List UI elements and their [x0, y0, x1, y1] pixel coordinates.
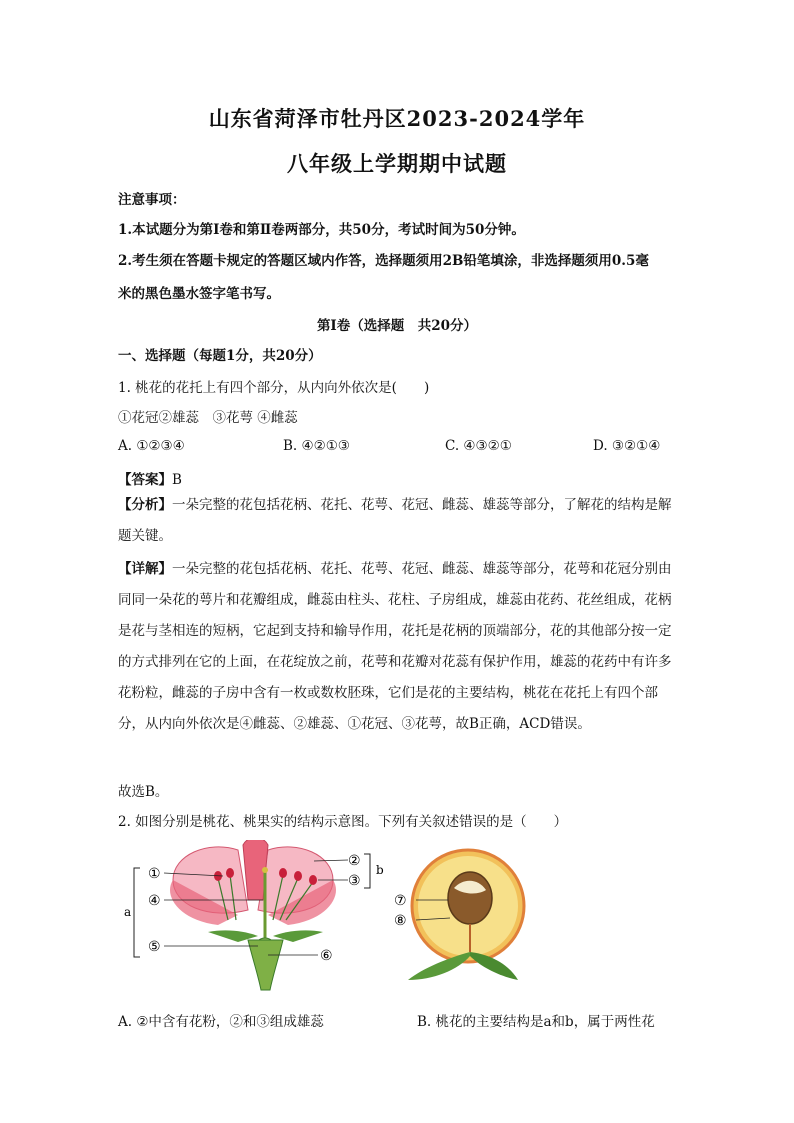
analysis-label: 【分析】 — [118, 497, 172, 513]
label-2: ② — [348, 853, 361, 869]
q1-detail — [118, 554, 678, 740]
exam-title-line1: 山东省菏泽市牡丹区2023-2024学年 — [208, 106, 586, 131]
part1-heading: 第Ⅰ卷（选择题 共20分） — [316, 318, 478, 334]
q1-option-d: D. ③②①④ — [593, 438, 661, 454]
answer-value: B — [172, 472, 182, 488]
label-1: ① — [148, 866, 161, 882]
q1-analysis — [118, 490, 678, 552]
label-6: ⑥ — [320, 948, 333, 964]
notice-item-1: 1.本试题分为第Ⅰ卷和第Ⅱ卷两部分，共50分，考试时间为50分钟。 — [118, 222, 525, 238]
q1-option-c: C. ④③②① — [445, 438, 512, 454]
receptacle — [248, 940, 283, 990]
section-heading: 一、选择题（每题1分，共20分） — [118, 348, 322, 364]
peach-fruit-diagram — [388, 848, 528, 988]
q1-answer — [118, 468, 182, 488]
q2-option-a: A. ②中含有花粉，②和③组成雄蕊 — [118, 1014, 324, 1030]
leaf-left — [408, 952, 470, 980]
bracket-b — [364, 854, 370, 888]
q2-stem: 2. 如图分别是桃花、桃果实的结构示意图。下列有关叙述错误的是（ ） — [118, 814, 568, 830]
q1-conclusion: 故选B。 — [118, 784, 169, 800]
fruit-pit — [448, 872, 492, 924]
label-8: ⑧ — [394, 913, 407, 929]
bracket-a — [134, 868, 140, 957]
detail-text: 一朵完整的花包括花柄、花托、花萼、花冠、雌蕊、雄蕊等部分，花萼和花冠分别由同同一朵花的萼片和花瓣组成，雌蕊由柱头、花柱、子房组成，雄蕊由花药、花丝组成，花柄是花与茎相连的短柄，它起到支持和输导作用，花托是花柄的顶端部分，花的其他部分按一定的方式排列在它的上面，在花绽放之前，花萼和花瓣对花蕊有保护作用，雄蕊的花药中有许多花粉粒，雌蕊的子房中含有一枚或数枚胚珠，它们是花的主要结构，桃花在花托上有四个部分，从内向外依次是④雌蕊、②雄蕊、①花冠、③花萼，故B正确，ACD错误。 — [118, 561, 672, 732]
answer-label: 【答案】 — [118, 472, 172, 488]
exam-title-line2: 八年级上学期期中试题 — [287, 151, 507, 176]
label-3: ③ — [348, 873, 361, 889]
q2-option-b: B. 桃花的主要结构是a和b，属于两性花 — [417, 1014, 655, 1030]
label-a: a — [124, 905, 132, 919]
detail-label: 【详解】 — [118, 561, 172, 577]
notice-item-2b: 米的黑色墨水签字笔书写。 — [118, 286, 280, 302]
peach-flower-diagram — [118, 840, 398, 992]
notice-heading: 注意事项： — [118, 192, 186, 208]
q1-items: ①花冠②雄蕊 ③花萼 ④雌蕊 — [118, 410, 298, 426]
label-4: ④ — [148, 893, 161, 909]
notice-item-2a: 2.考生须在答题卡规定的答题区域内作答，选择题须用2B铅笔填涂，非选择题须用0.5毫 — [118, 253, 649, 269]
q1-option-a: A. ①②③④ — [118, 438, 185, 454]
label-7: ⑦ — [394, 893, 407, 909]
q1-option-b: B. ④②①③ — [283, 438, 350, 454]
label-b: b — [376, 863, 384, 877]
q1-stem: 1. 桃花的花托上有四个部分，从内向外依次是( ) — [118, 380, 430, 396]
label-5: ⑤ — [148, 939, 161, 955]
analysis-text: 一朵完整的花包括花柄、花托、花萼、花冠、雌蕊、雄蕊等部分，了解花的结构是解题关键。 — [118, 497, 672, 544]
stigma — [262, 867, 268, 873]
